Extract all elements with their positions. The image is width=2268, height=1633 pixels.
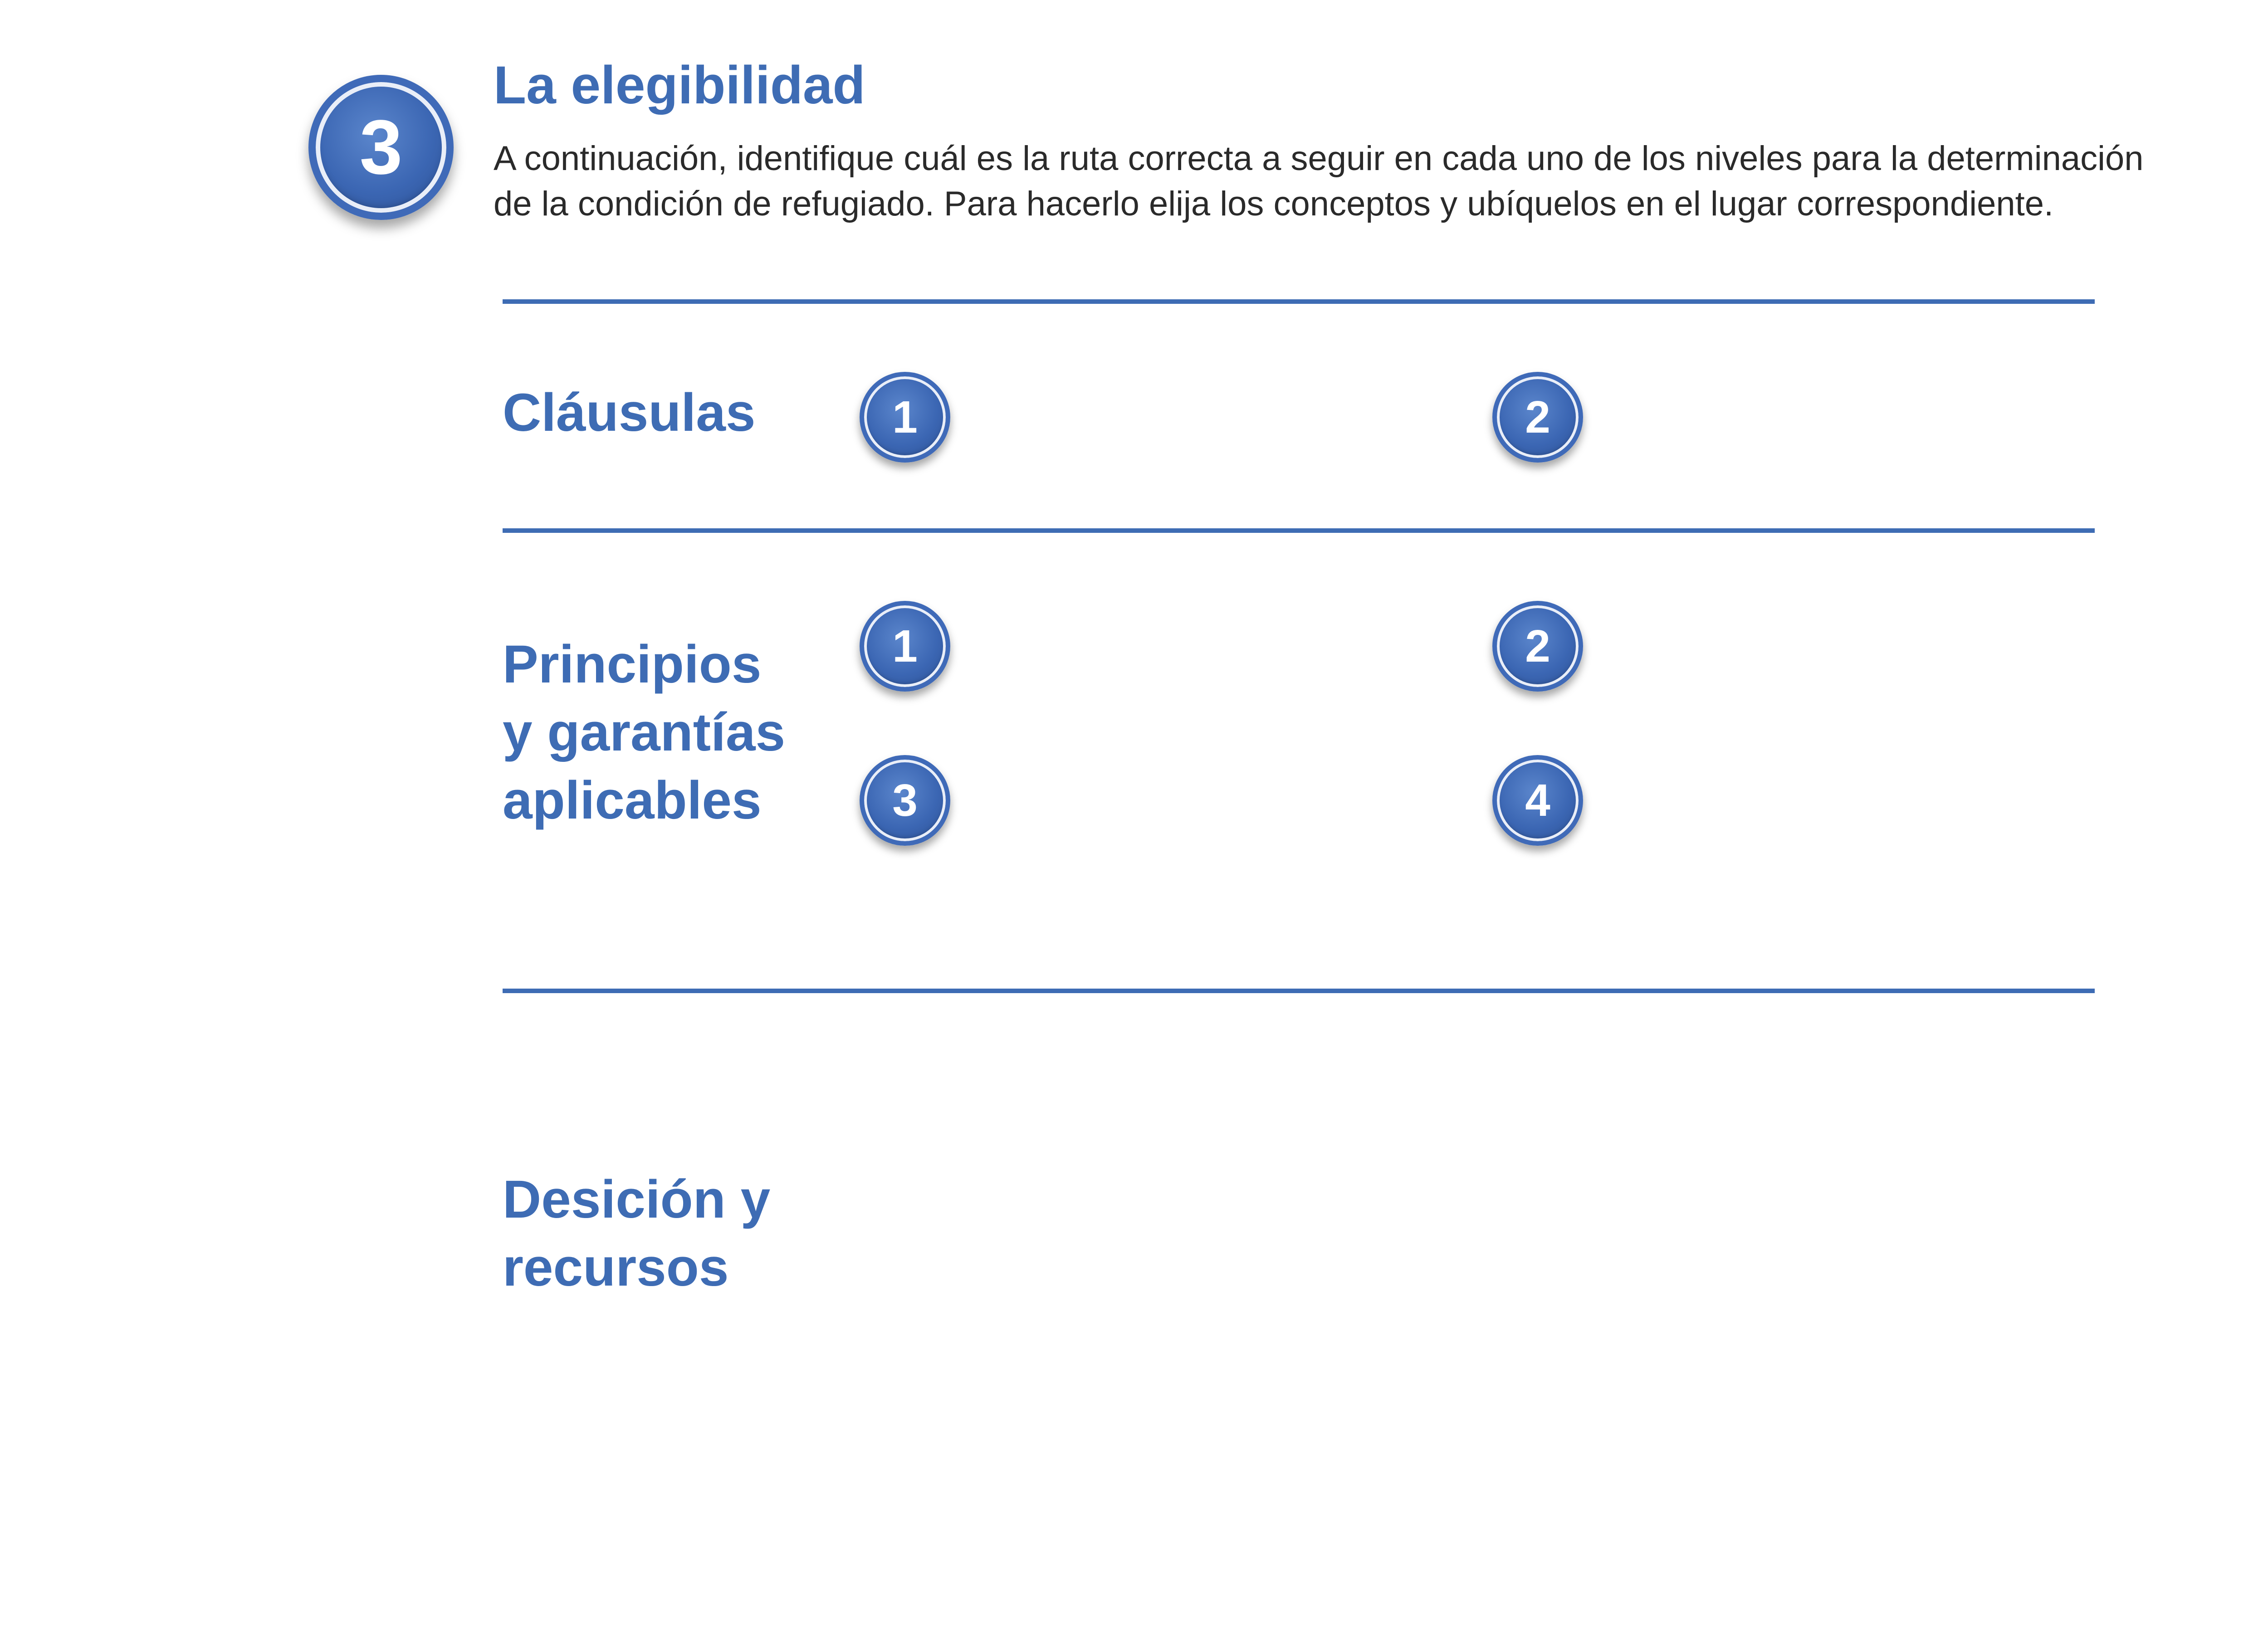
section-label-line: y garantías: [503, 702, 786, 762]
principios-slot-3[interactable]: 3: [860, 755, 950, 846]
step-number-badge: 3: [308, 75, 454, 220]
instructions-text: A continuación, identifique cuál es la ruta correcta a seguir en cada uno de los niveles para la determinación de la condición de refugiado. Para hacerlo elija los conceptos y ubíquelos en el lugar correspondiente.: [494, 139, 2144, 223]
principios-slot-4[interactable]: 4: [1492, 755, 1583, 846]
principios-slot-2[interactable]: 2: [1492, 601, 1583, 692]
section-label-clausulas: [503, 379, 755, 447]
section-label-principios: [503, 630, 785, 834]
section-label-line: aplicables: [503, 770, 762, 830]
divider-bottom: [503, 989, 2095, 993]
page-title: La elegibilidad: [494, 55, 865, 115]
divider-middle: [503, 528, 2095, 533]
divider-top: [503, 299, 2095, 304]
clausulas-slot-2[interactable]: 2: [1492, 372, 1583, 463]
section-label-line: Principios: [503, 634, 762, 694]
principios-slot-1[interactable]: 1: [860, 601, 950, 692]
section-label-line: recursos: [503, 1238, 729, 1297]
section-label-line: Cláusulas: [503, 383, 756, 443]
section-label-line: Desición y: [503, 1170, 771, 1229]
section-label-decision: [503, 1165, 770, 1302]
clausulas-slot-1[interactable]: 1: [860, 372, 950, 463]
